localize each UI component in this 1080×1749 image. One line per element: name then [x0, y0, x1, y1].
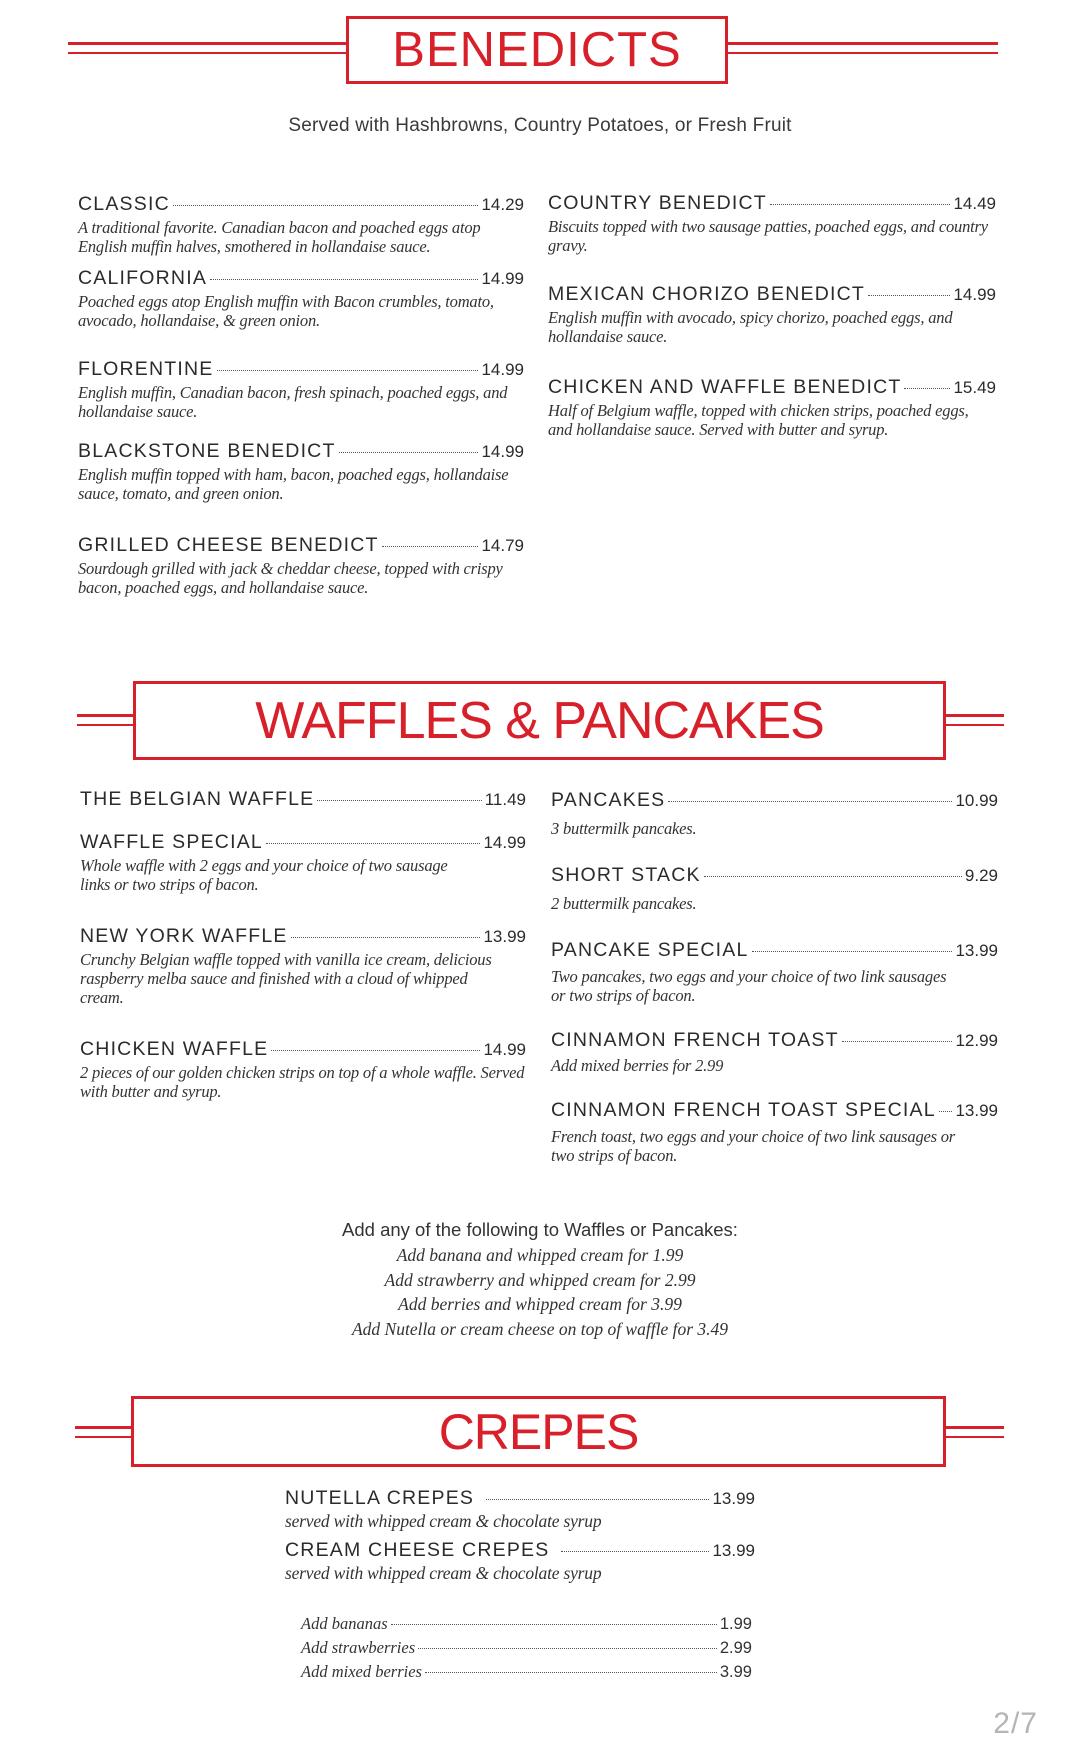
- crepes-title: CREPES: [438, 1403, 639, 1460]
- addon-line: Add banana and whipped cream for 1.99: [396, 1245, 684, 1265]
- item-price: 15.49: [953, 378, 996, 397]
- dot-leader: [266, 843, 481, 844]
- addon-price: 3.99: [719, 1663, 752, 1681]
- dot-leader: [418, 1648, 717, 1649]
- item-name: NEW YORK WAFFLE: [80, 925, 288, 947]
- dot-leader: [425, 1672, 717, 1673]
- menu-item: [80, 831, 526, 894]
- header-rule-left-bottom: [68, 52, 350, 54]
- dot-leader: [486, 1499, 709, 1500]
- waffles-header: [0, 681, 1080, 761]
- menu-item: [548, 192, 996, 255]
- benedicts-title: BENEDICTS: [392, 23, 682, 77]
- addon-line: Add berries and whipped cream for 3.99: [398, 1294, 682, 1314]
- waffles-title: WAFFLES & PANCAKES: [255, 691, 824, 750]
- item-name: CINNAMON FRENCH TOAST: [551, 1029, 839, 1051]
- menu-item: [285, 1539, 755, 1583]
- item-description: Add mixed berries for 2.99: [551, 1056, 724, 1075]
- dot-leader: [271, 1050, 480, 1051]
- item-description: English muffin topped with ham, bacon, poached eggs, hollandaise sauce, tomato, and green onion.: [78, 465, 509, 503]
- crepe-addons: [301, 1612, 752, 1684]
- dot-leader: [217, 370, 479, 371]
- addon-name: Add strawberries: [301, 1638, 416, 1657]
- crepes-title-box: [131, 1396, 946, 1467]
- dot-leader: [868, 295, 950, 296]
- dot-leader: [210, 279, 478, 280]
- waffles-title-box: [133, 681, 946, 760]
- header-rule-right-top: [944, 714, 1004, 717]
- item-name: CHICKEN AND WAFFLE BENEDICT: [548, 376, 902, 398]
- header-rule-right-top: [728, 42, 998, 45]
- item-description: Crunchy Belgian waffle topped with vanilla ice cream, delicious raspberry melba sauce and finished with a cloud of whipped cream.: [80, 950, 492, 1007]
- item-price: 14.99: [483, 833, 526, 852]
- dot-leader: [842, 1041, 953, 1042]
- menu-item: [78, 193, 524, 256]
- dot-leader: [668, 801, 952, 802]
- item-price: 10.99: [955, 791, 998, 810]
- menu-item: [78, 267, 524, 330]
- header-rule-right-bottom: [728, 52, 998, 54]
- dot-leader: [752, 951, 953, 952]
- menu-item: [80, 925, 526, 1007]
- menu-item: [551, 864, 998, 913]
- item-description: Two pancakes, two eggs and your choice of two link sausages or two strips of bacon.: [551, 967, 947, 1005]
- item-description: A traditional favorite. Canadian bacon and poached eggs atop English muffin halves, smothered in hollandaise sauce.: [78, 218, 481, 256]
- item-name: COUNTRY BENEDICT: [548, 192, 767, 214]
- menu-item: [548, 283, 996, 346]
- addon-line: Add strawberry and whipped cream for 2.99: [384, 1269, 696, 1290]
- item-price: 9.29: [964, 866, 998, 885]
- addon-price: 2.99: [719, 1639, 752, 1657]
- crepe-addon-row: [301, 1660, 752, 1684]
- item-price: 14.99: [481, 269, 524, 288]
- menu-item: [551, 789, 998, 838]
- header-rule-right-bottom: [944, 1436, 1004, 1438]
- item-description: Biscuits topped with two sausage patties, poached eggs, and country gravy.: [548, 217, 988, 255]
- dot-leader: [291, 937, 481, 938]
- benedicts-right-column: [548, 192, 996, 452]
- item-price: 14.99: [953, 285, 996, 304]
- item-name: CALIFORNIA: [78, 267, 208, 289]
- dot-leader: [939, 1111, 953, 1112]
- item-description: Whole waffle with 2 eggs and your choice of two sausage links or two strips of bacon.: [80, 856, 448, 894]
- header-rule-left-top: [77, 714, 137, 717]
- item-name: WAFFLE SPECIAL: [80, 831, 263, 853]
- menu-item: [78, 534, 524, 597]
- dot-leader: [391, 1624, 717, 1625]
- item-name: GRILLED CHEESE BENEDICT: [78, 534, 379, 556]
- item-description: served with whipped cream & chocolate syrup: [285, 1563, 602, 1583]
- addon-price: 1.99: [719, 1615, 752, 1633]
- item-price: 14.99: [481, 360, 524, 379]
- item-price: 14.49: [953, 194, 996, 213]
- dot-leader: [770, 204, 951, 205]
- item-price: 14.79: [481, 536, 524, 555]
- crepes-list: [285, 1487, 755, 1587]
- item-description: 3 buttermilk pancakes.: [551, 819, 697, 838]
- item-description: served with whipped cream & chocolate syrup: [285, 1511, 602, 1531]
- item-price: 14.29: [481, 195, 524, 214]
- menu-item: [551, 1099, 998, 1165]
- item-price: 13.99: [712, 1541, 755, 1560]
- item-price: 14.99: [481, 442, 524, 461]
- dot-leader: [561, 1551, 709, 1552]
- dot-leader: [317, 800, 481, 801]
- item-name: THE BELGIAN WAFFLE: [80, 788, 315, 810]
- header-rule-right-top: [944, 1426, 1004, 1429]
- item-price: 13.99: [712, 1489, 755, 1508]
- item-description: English muffin, Canadian bacon, fresh spinach, poached eggs, and hollandaise sauce.: [78, 383, 508, 421]
- crepe-addon-row: [301, 1636, 752, 1660]
- menu-item: [78, 358, 524, 421]
- header-rule-left-top: [68, 42, 350, 45]
- item-name: FLORENTINE: [78, 358, 214, 380]
- item-description: French toast, two eggs and your choice of two link sausages or two strips of bacon.: [551, 1127, 956, 1165]
- item-name: BLACKSTONE BENEDICT: [78, 440, 336, 462]
- benedicts-title-box: [346, 16, 728, 84]
- item-price: 13.99: [955, 1101, 998, 1120]
- item-price: 13.99: [483, 927, 526, 946]
- item-description: English muffin with avocado, spicy chorizo, poached eggs, and hollandaise sauce.: [548, 308, 953, 346]
- benedicts-left-column: [78, 193, 524, 613]
- dot-leader: [173, 205, 479, 206]
- item-name: CREAM CHEESE CREPES: [285, 1539, 550, 1561]
- dot-leader: [339, 452, 479, 453]
- item-name: PANCAKES: [551, 789, 666, 811]
- item-description: Sourdough grilled with jack & cheddar cheese, topped with crispy bacon, poached eggs, and hollandaise sauce.: [78, 559, 503, 597]
- item-name: CLASSIC: [78, 193, 170, 215]
- item-description: Poached eggs atop English muffin with Bacon crumbles, tomato, avocado, hollandaise, & green onion.: [78, 292, 494, 330]
- item-description: 2 buttermilk pancakes.: [551, 894, 697, 913]
- dot-leader: [382, 546, 479, 547]
- addon-name: Add bananas: [301, 1614, 388, 1633]
- addon-name: Add mixed berries: [301, 1662, 422, 1681]
- item-name: CHICKEN WAFFLE: [80, 1038, 269, 1060]
- item-price: 13.99: [955, 941, 998, 960]
- item-price: 11.49: [484, 790, 526, 809]
- menu-item: [80, 788, 526, 811]
- item-name: MEXICAN CHORIZO BENEDICT: [548, 283, 865, 305]
- item-name: SHORT STACK: [551, 864, 701, 886]
- waffles-right-column: [551, 789, 998, 1169]
- item-description: Half of Belgium waffle, topped with chicken strips, poached eggs, and hollandaise sauce. Served with butter and syrup.: [548, 401, 969, 439]
- benedicts-header: [0, 16, 1080, 80]
- benedicts-subtitle: Served with Hashbrowns, Country Potatoes, or Fresh Fruit: [288, 115, 792, 136]
- addons-heading: Add any of the following to Waffles or Pancakes:: [342, 1219, 738, 1240]
- item-price: 14.99: [483, 1040, 526, 1059]
- header-rule-left-bottom: [75, 1436, 135, 1438]
- menu-item: [78, 440, 524, 503]
- item-name: CINNAMON FRENCH TOAST SPECIAL: [551, 1099, 936, 1121]
- menu-item: [548, 376, 996, 439]
- menu-item: [551, 1029, 998, 1075]
- item-description: 2 pieces of our golden chicken strips on top of a whole waffle. Served with butter and syrup.: [80, 1063, 525, 1101]
- header-rule-left-bottom: [77, 724, 137, 726]
- crepe-addon-row: [301, 1612, 752, 1636]
- menu-item: [80, 1038, 526, 1101]
- addon-line: Add Nutella or cream cheese on top of waffle for 3.49: [351, 1318, 729, 1339]
- item-price: 12.99: [955, 1031, 998, 1050]
- menu-item: [285, 1487, 755, 1531]
- waffle-addons: [0, 1219, 1080, 1341]
- page-indicator: 2/7: [993, 1707, 1038, 1740]
- menu-item: [551, 939, 998, 1005]
- header-rule-left-top: [75, 1426, 135, 1429]
- dot-leader: [704, 876, 962, 877]
- crepes-header: [0, 1396, 1080, 1468]
- header-rule-right-bottom: [944, 724, 1004, 726]
- item-name: NUTELLA CREPES: [285, 1487, 475, 1509]
- dot-leader: [904, 388, 950, 389]
- item-name: PANCAKE SPECIAL: [551, 939, 749, 961]
- waffles-left-column: [80, 788, 526, 1108]
